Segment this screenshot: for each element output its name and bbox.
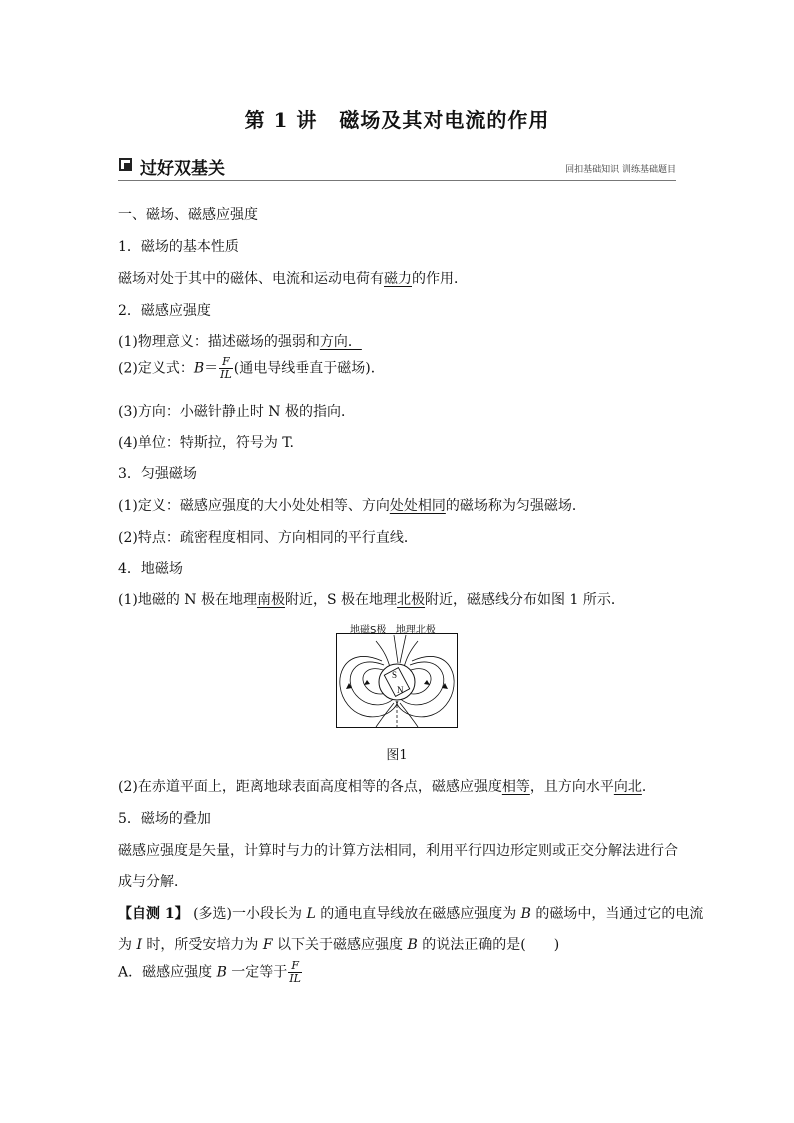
- underlined-term: 方向．: [319, 334, 362, 350]
- equals-sign: ＝: [204, 360, 219, 377]
- paragraph-unit: (4)单位：特斯拉，符号为 T.: [118, 435, 295, 451]
- underlined-term: 向北: [613, 779, 642, 795]
- self-test-tag: 【自测 1】: [118, 906, 189, 922]
- fraction-F-over-IL: [219, 356, 233, 381]
- text: (1)地磁的 N 极在地理: [118, 592, 257, 608]
- text: (2)在赤道平面上，距离地球表面高度相等的各点，磁感应强度: [118, 779, 502, 795]
- self-test-question-line1: [118, 903, 703, 923]
- text: 为: [118, 937, 137, 953]
- text: (2)定义式：: [118, 360, 194, 377]
- paragraph-direction: (3)方向：小磁针静止时 N 极的指向．: [118, 404, 355, 420]
- pointer-line-left: [394, 635, 398, 663]
- text: ．: [641, 779, 656, 795]
- text: 磁场对处于其中的磁体、电流和运动电荷有: [118, 271, 384, 287]
- subheading-superposition: 5．磁场的叠加: [118, 811, 211, 827]
- variable-I: I: [136, 937, 142, 953]
- text: (1)物理意义：描述磁场的强弱和: [118, 334, 320, 350]
- paragraph-physical-meaning: [118, 331, 362, 351]
- variable-F: F: [262, 937, 273, 953]
- heading-magnetic-field: 一、磁场、磁感应强度: [118, 207, 258, 223]
- underlined-term: 南极: [256, 592, 285, 608]
- paragraph-basic-property: [118, 268, 468, 288]
- underlined-term: 北极: [397, 592, 426, 608]
- variable-B: B: [193, 360, 205, 377]
- variable-L: L: [306, 906, 316, 922]
- text: 时，所受安培力为: [141, 937, 263, 953]
- text: 一定等于: [226, 964, 288, 981]
- variable-B: B: [216, 964, 227, 981]
- earth-magnetic-field-figure: [336, 633, 458, 729]
- underlined-term: 处处相同: [389, 498, 446, 514]
- text: 的磁场称为匀强磁场．: [445, 498, 586, 514]
- section-square-icon: [119, 158, 132, 171]
- text: 附近，S 极在地理: [284, 592, 398, 608]
- arrow: [424, 680, 430, 685]
- paragraph-geomagnetic-poles: [118, 589, 625, 609]
- fraction-denominator: IL: [220, 368, 232, 381]
- subheading-geomagnetic: 4．地磁场: [118, 561, 183, 577]
- paragraph-equator: [118, 776, 656, 796]
- arrow: [364, 680, 370, 685]
- text: A．磁感应强度: [118, 964, 217, 981]
- paragraph-superposition-2: 成与分解．: [118, 874, 188, 890]
- field-line-bottom-right: [400, 703, 418, 727]
- fraction-F-over-IL: [288, 960, 302, 985]
- text: 的磁场中，当通过它的电流: [530, 906, 704, 922]
- paragraph-uniform-feature: (2)特点：疏密程度相同、方向相同的平行直线．: [118, 530, 418, 546]
- variable-B: B: [407, 937, 418, 953]
- underlined-term: 磁力: [384, 271, 412, 287]
- text: 以下关于磁感应强度: [272, 937, 408, 953]
- lesson-topic: 磁场及其对电流的作用: [339, 108, 550, 132]
- option-a: [118, 960, 303, 985]
- globe-label-n: N: [397, 685, 404, 695]
- text: 附近，磁感线分布如图 1 所示．: [425, 592, 625, 608]
- subheading-basic-property: 1．磁场的基本性质: [118, 239, 239, 255]
- text: 的通电直导线放在磁感应强度为: [315, 906, 521, 922]
- underlined-term: 相等: [501, 779, 530, 795]
- fraction-denominator: IL: [289, 972, 301, 985]
- label-geomagnetic-s: 地磁S极: [350, 625, 387, 636]
- variable-B: B: [520, 906, 531, 922]
- section-header: [118, 154, 676, 181]
- globe-label-s: S: [392, 670, 398, 680]
- fraction-numerator: F: [219, 356, 233, 369]
- text: (多选)一小段长为: [188, 906, 307, 922]
- paragraph-definition-formula: [118, 356, 385, 381]
- page-title: [0, 104, 794, 133]
- paragraph-superposition-1: 磁感应强度是矢量，计算时与力的计算方法相同，利用平行四边形定则或正交分解法进行合: [118, 843, 678, 859]
- text: (1)定义：磁感应强度的大小处处相等、方向: [118, 498, 390, 514]
- section-note: 回扣基础知识 训练基础题目: [565, 165, 676, 175]
- text: 的说法正确的是( ): [417, 937, 560, 953]
- paragraph-uniform-definition: [118, 495, 586, 515]
- fraction-numerator: F: [288, 960, 302, 973]
- subheading-uniform-field: 3．匀强磁场: [118, 466, 197, 482]
- pointer-line-right: [400, 635, 406, 663]
- text: (通电导线垂直于磁场)．: [233, 360, 385, 377]
- self-test-question-line2: [118, 934, 559, 954]
- figure-caption: 图1: [386, 748, 408, 763]
- field-line-bottom-left: [376, 703, 394, 727]
- lesson-number: 第 1 讲: [244, 108, 318, 132]
- text: 的作用．: [412, 271, 468, 287]
- subheading-induction: 2．磁感应强度: [118, 303, 211, 319]
- section-title: 过好双基关: [140, 159, 225, 179]
- label-geographic-north: 地理北极: [395, 625, 436, 636]
- text: ，且方向水平: [529, 779, 614, 795]
